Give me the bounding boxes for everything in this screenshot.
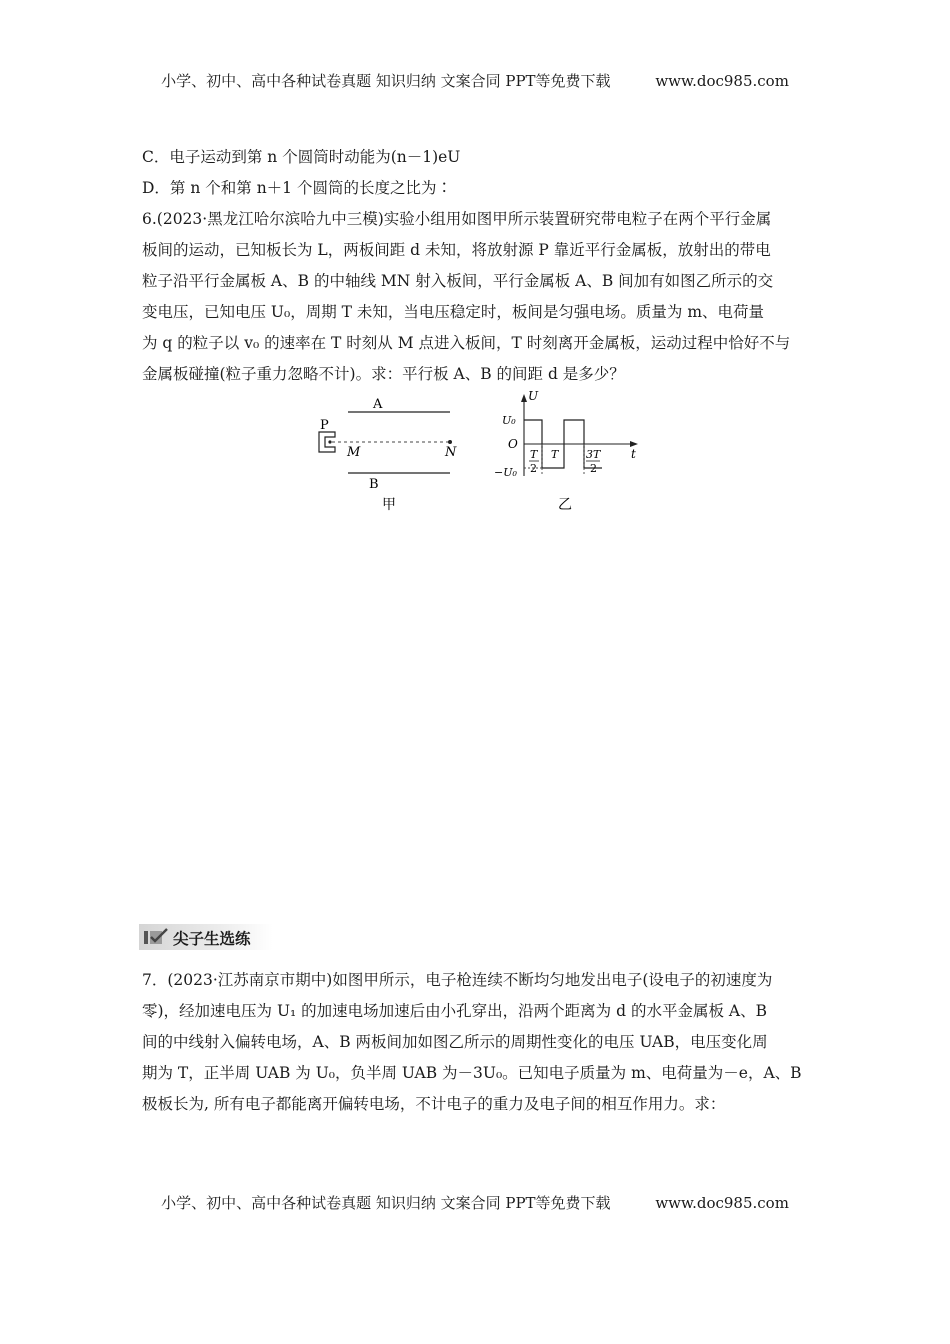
footer-text: 小学、初中、高中各种试卷真题 知识归纳 文案合同 PPT等免费下载 <box>161 1194 611 1212</box>
q6-line: 板间的运动，已知板长为 L，两板间距 d 未知，将放射源 P 靠近平行金属板，放射出的带电 <box>142 241 771 259</box>
footer-site: www.doc985.com <box>655 1194 789 1212</box>
plate-a-label: A <box>373 397 383 412</box>
q6-line: 为 q 的粒子以 v₀ 的速率在 T 时刻从 M 点进入板间，T 时刻离开金属板，运动过程中恰好不与 <box>142 334 791 352</box>
section-tag <box>139 924 273 950</box>
u0-label: U₀ <box>502 414 516 427</box>
option-d: D．第 n 个和第 n＋1 个圆筒的长度之比为∶ <box>142 179 452 197</box>
q6-line: 6.(2023·黑龙江哈尔滨哈九中三模)实验小组用如图甲所示装置研究带电粒子在两个平行金属 <box>142 210 772 228</box>
q7-line: 间的中线射入偏转电场，A、B 两板间加如图乙所示的周期性变化的电压 UAB，电压变化周 <box>142 1033 768 1051</box>
header-site: www.doc985.com <box>655 72 789 90</box>
section-tag-label: 尖子生选练 <box>173 930 251 948</box>
source-p-label: P <box>320 418 329 433</box>
q6-line: 金属板碰撞(粒子重力忽略不计)。求：平行板 A、B 的间距 d 是多少？ <box>142 365 625 383</box>
plate-b-label: B <box>369 477 379 492</box>
page-footer <box>0 1192 950 1213</box>
point-m-label: M <box>347 445 361 460</box>
point-n-label: N <box>445 445 457 460</box>
point-n <box>448 440 452 444</box>
q7-line: 极板长为, 所有电子都能离开偏转电场，不计电子的重力及电子间的相互作用力。求： <box>142 1095 726 1113</box>
t-axis-label: t <box>631 447 636 461</box>
neg-u0-label: −U₀ <box>494 466 517 479</box>
figure-jia-caption: 甲 <box>382 497 396 513</box>
q7-line: 7．(2023·江苏南京市期中)如图甲所示，电子枪连续不断均匀地发出电子(设电子的初速度为 <box>142 971 773 989</box>
origin-label: O <box>508 437 518 451</box>
t-full-label: T <box>551 448 559 461</box>
header-text: 小学、初中、高中各种试卷真题 知识归纳 文案合同 PPT等免费下载 <box>161 72 611 90</box>
q7-line: 期为 T，正半周 UAB 为 U₀，负半周 UAB 为－3U₀。已知电子质量为 m、电荷量为－e，A、B <box>142 1064 802 1082</box>
u-axis-arrow <box>521 394 527 402</box>
figure-yi <box>490 388 650 518</box>
option-c: C．电子运动到第 n 个圆筒时动能为(n－1)eU <box>142 148 461 166</box>
t-3half-num: 3T <box>586 448 601 461</box>
figure-jia <box>300 390 480 520</box>
source-p-dot <box>328 440 331 443</box>
figure-yi-caption: 乙 <box>558 497 572 513</box>
q6-line: 粒子沿平行金属板 A、B 的中轴线 MN 射入板间，平行金属板 A、B 间加有如图乙所示的交 <box>142 272 774 290</box>
page-header <box>0 70 950 91</box>
q7-line: 零)，经加速电压为 U₁ 的加速电场加速后由小孔穿出，沿两个距离为 d 的水平金属板 A、B <box>142 1002 767 1020</box>
t-half-den: 2 <box>530 462 537 475</box>
q6-line: 变电压，已知电压 U₀，周期 T 未知，当电压稳定时，板间是匀强电场。质量为 m、电荷量 <box>142 303 765 321</box>
u-axis-label: U <box>528 389 539 403</box>
t-3half-den: 2 <box>590 462 597 475</box>
t-half-num: T <box>530 448 538 461</box>
checkmark-icon <box>143 928 169 946</box>
